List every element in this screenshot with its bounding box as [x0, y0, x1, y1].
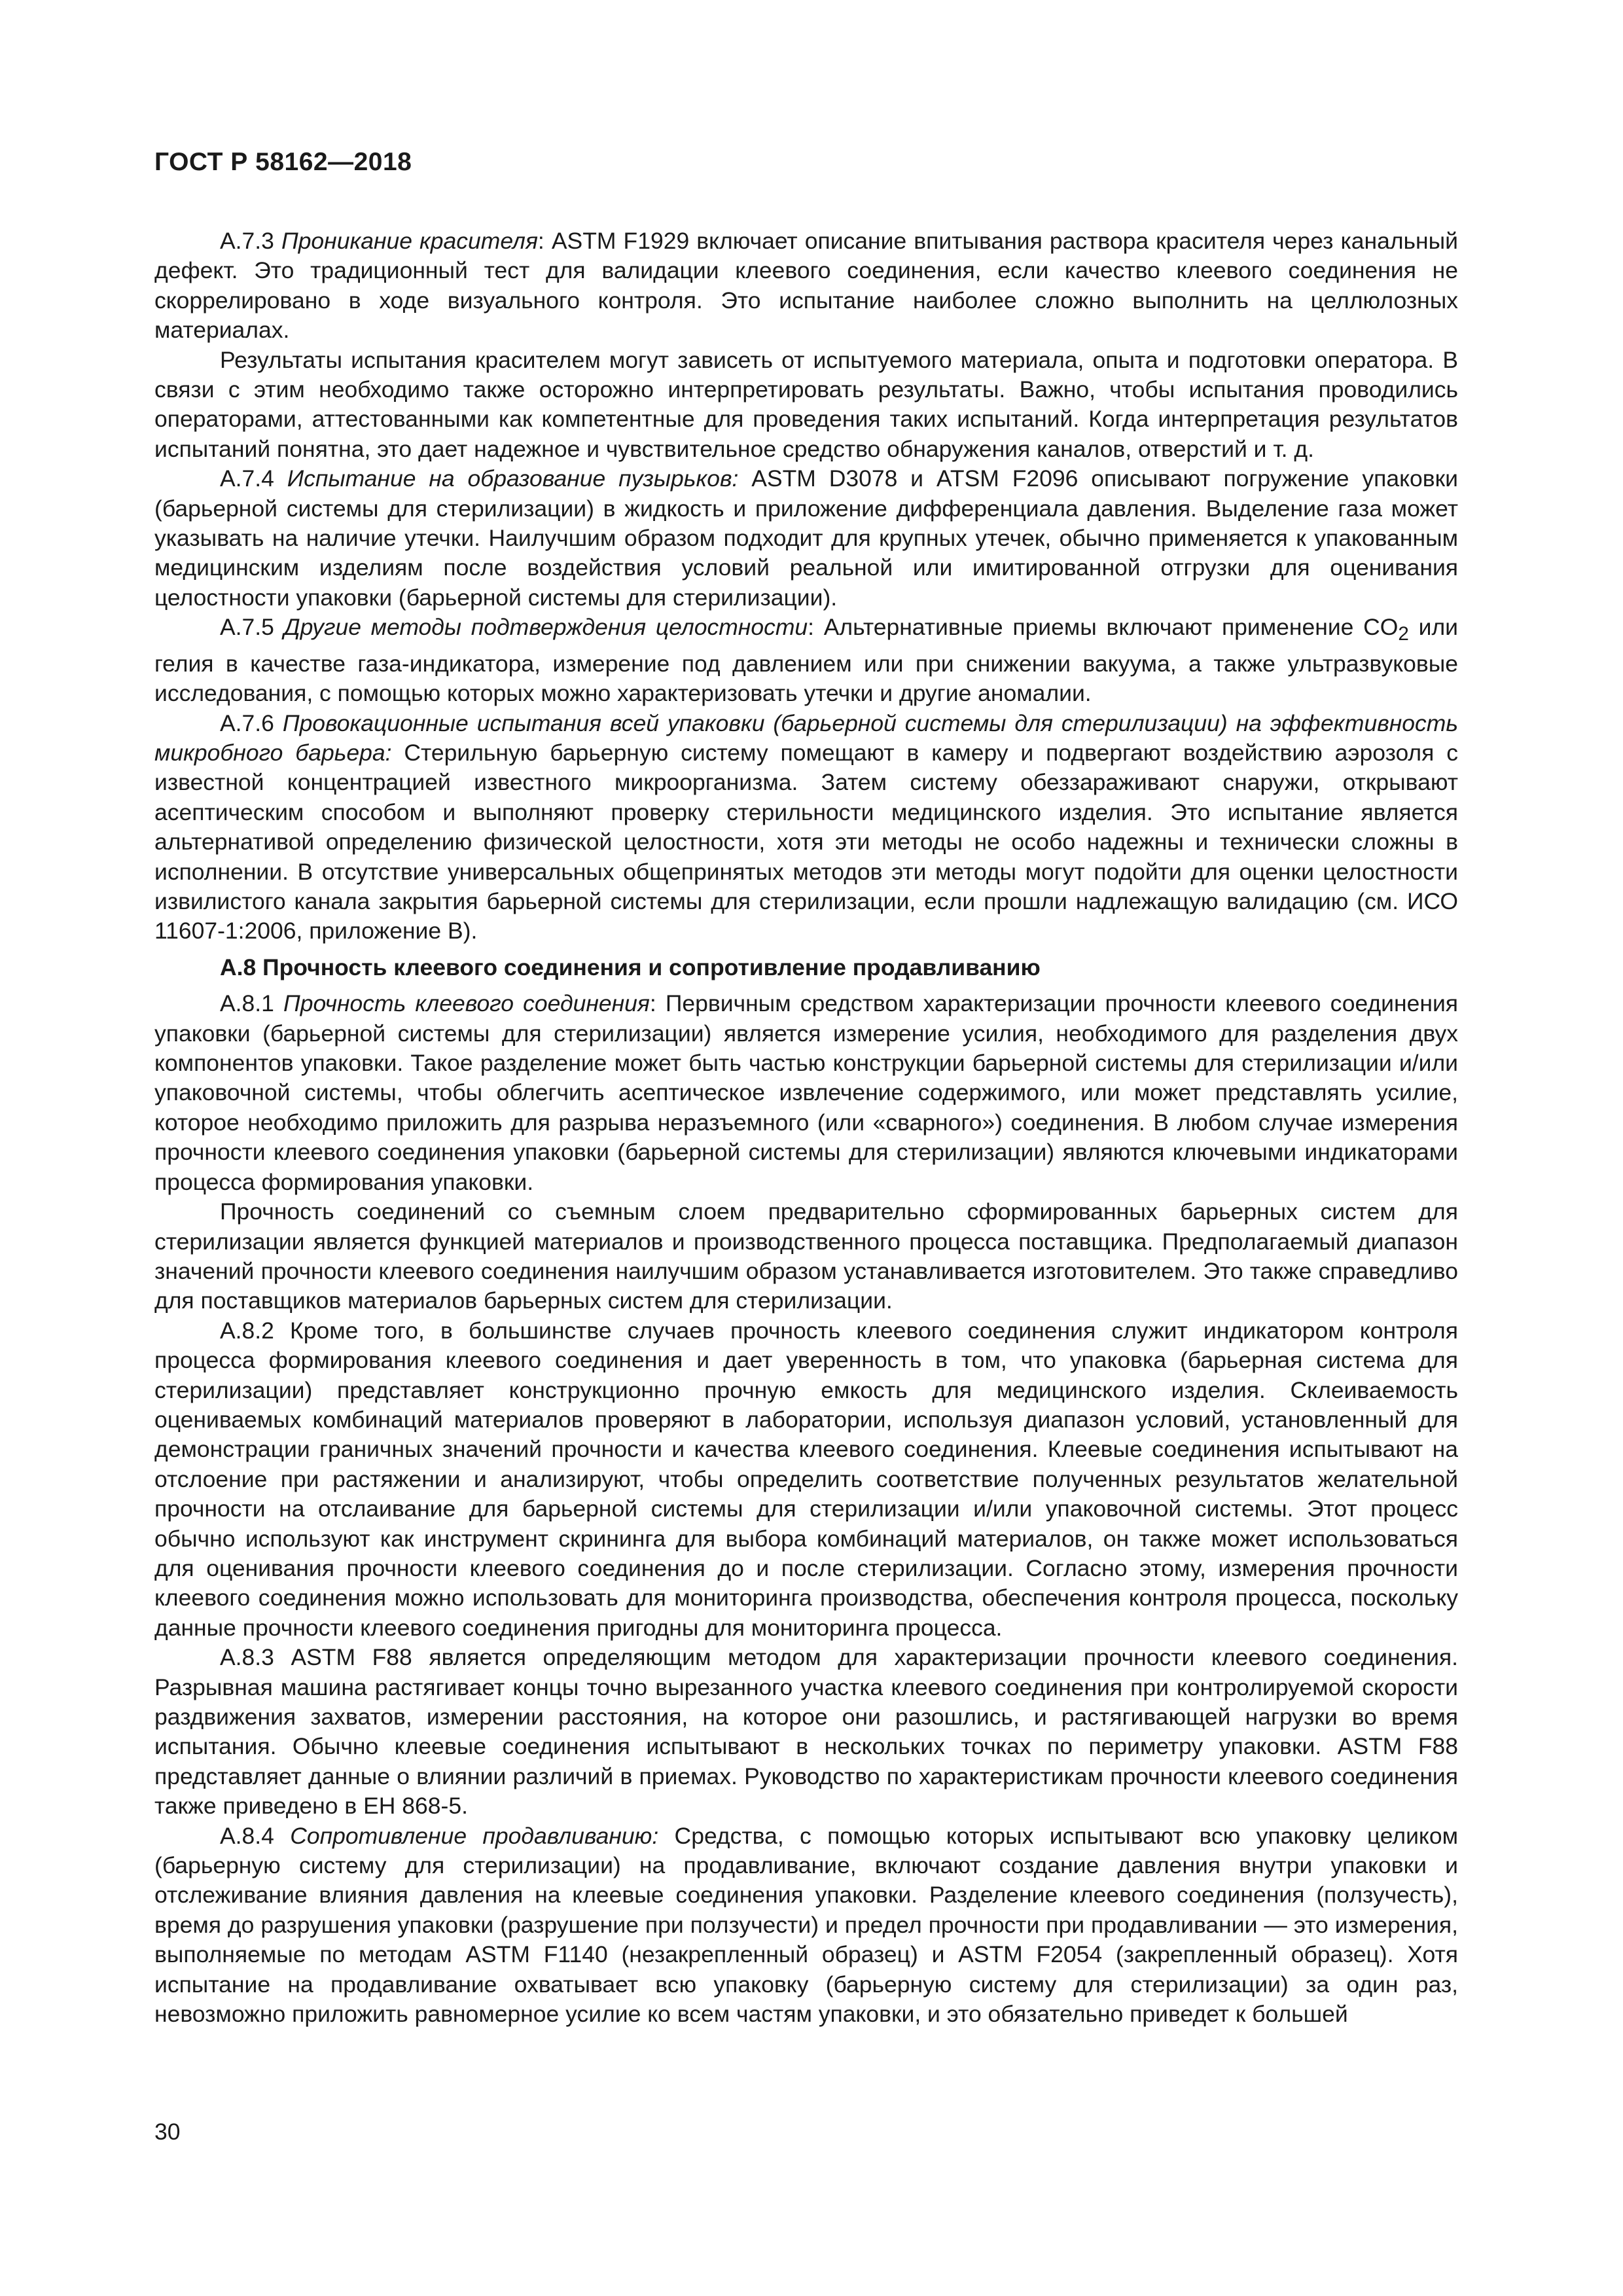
paragraph-a7-6 — [154, 709, 1458, 946]
clause-text: : Первичным средством характеризации прочности клеевого соединения упаковки (барьерной системы для стерилизации) является измерение усилия, необходимого для разделения двух компонентов упаковки. Такое разделение может быть частью конструкции барьерной системы для стерилизации и/или упаковочной системы, чтобы облегчить асептическое извлечение содержимого, или может представлять усилие, которое необходимо приложить для разрыва неразъемного (или «сварного») соединения. В любом случае измерения прочности клеевого соединения упаковки (барьерной системы для стерилизации) являются ключевыми индикаторами процесса формирования упаковки. — [154, 990, 1458, 1195]
clause-text: : Альтернативные приемы включают применение CO — [808, 614, 1399, 641]
clause-term: Прочность клеевого соединения — [283, 990, 650, 1017]
section-heading-a8: А.8 Прочность клеевого соединения и сопротивление продавливанию — [220, 954, 1041, 980]
document-header: ГОСТ Р 58162—2018 — [154, 148, 412, 176]
clause-term: Другие методы подтверждения целостности — [283, 614, 808, 641]
clause-term: Сопротивление продавливанию: — [290, 1822, 659, 1849]
clause-term: Проникание красителя — [281, 228, 538, 254]
clause-number: А.8.1 — [220, 990, 284, 1017]
paragraph-a7-3 — [154, 226, 1458, 346]
page-number: 30 — [154, 2119, 181, 2145]
clause-term: Испытание на образование пузырьков: — [287, 465, 739, 492]
clause-text: ASTM D3078 и ATSM F2096 описывают погружение упаковки (барьерной системы для стерилизации) в жидкость и приложение дифференциала давления. Выделение газа может указывать на наличие утечки. Наилучшим образом подходит для крупных утечек, обычно применяется к упакованным медицинским изделиям после воздействия условий реальной или имитированной отгрузки для оценивания целостности упаковки (барьерной системы для стерилизации). — [154, 465, 1458, 611]
paragraph-a8-4 — [154, 1821, 1458, 2030]
paragraph-a7-4 — [154, 464, 1458, 613]
clause-text: : ASTM F1929 включает описание впитывания раствора красителя через канальный дефект. Это традиционный тест для валидации клеевого соединения, если качество клеевого соединения не скоррелировано в ходе визуального контроля. Это испытание наиболее сложно выполнить на целлюлозных материалах. — [154, 228, 1459, 344]
clause-number: А.7.3 — [220, 228, 281, 254]
paragraph-a7-5 — [154, 613, 1458, 708]
clause-number: А.7.6 — [220, 709, 283, 736]
document-body — [154, 226, 1458, 2029]
subscript: 2 — [1398, 623, 1409, 645]
clause-term: Провокационные испытания всей упаковки (барьерной системы для стерилизации) на эффективность микробного барьера: — [154, 709, 1459, 766]
paragraph-a8-1 — [154, 989, 1458, 1197]
clause-text: Стерильную барьерную систему помещают в камеру и подвергают воздействию аэрозоля с известной концентрацией известного микроорганизма. Затем систему обеззараживают снаружи, открывают асептическим способом и выполняют проверку стерильности медицинского изделия. Это испытание является альтернативой определению физической целостности, хотя эти методы не особо надежны и технически сложны в исполнении. В отсутствие универсальных общепринятых методов эти методы могут подойти для оценки целостности извилистого канала закрытия барьерной системы для стерилизации, если прошли надлежащую валидацию (см. ИСО 11607-1:2006, приложение В). — [154, 740, 1458, 944]
clause-number: А.8.4 — [220, 1822, 291, 1849]
paragraph-a8-2: А.8.2 Кроме того, в большинстве случаев прочность клеевого соединения служит индикатором контроля процесса формирования клеевого соединения и дает уверенность в том, что упаковка (барьерная система для стерилизации) представляет конструкционно прочную емкость для медицинского изделия. Склеиваемость оцениваемых комбинаций материалов проверяют в лаборатории, используя диапазон условий, установленный для демонстрации граничных значений прочности и качества клеевого соединения. Клеевые соединения испытывают на отслоение при растяжении и анализируют, чтобы определить соответствие полученных результатов желательной прочности на отслаивание для барьерной системы для стерилизации и/или упаковочной системы. Этот процесс обычно используют как инструмент скрининга для выбора комбинаций материалов, он также может использоваться для оценивания прочности клеевого соединения до и после стерилизации. Согласно этому, измерения прочности клеевого соединения можно использовать для мониторинга производства, обеспечения контроля процесса, поскольку данные прочности клеевого соединения пригодны для мониторинга процесса. — [154, 1317, 1458, 1641]
clause-text: Средства, с помощью которых испытывают всю упаковку целиком (барьерную систему для стерилизации) на продавливание, включают создание давления внутри упаковки и отслеживание влияния давления на клеевые соединения упаковки. Разделение клеевого соединения (ползучесть), время до разрушения упаковки (разрушение при ползучести) и предел прочности при продавливании — это измерения, выполняемые по методам ASTM F1140 (незакрепленный образец) и ASTM F2054 (закрепленный образец). Хотя испытание на продавливание охватывает всю упаковку (барьерную систему для стерилизации) за один раз, невозможно приложить равномерное усилие ко всем частям упаковки, и это обязательно приведет к большей — [154, 1822, 1458, 2028]
paragraph-a8-3: А.8.3 ASTM F88 является определяющим методом для характеризации прочности клеевого соединения. Разрывная машина растягивает концы точно вырезанного участка клеевого соединения при контролируемой скорости раздвижения захватов, измерении расстояния, на которое они разошлись, и растягивающей нагрузки во время испытания. Обычно клеевые соединения испытывают в нескольких точках по периметру упаковки. ASTM F88 представляет данные о влиянии различий в приемах. Руководство по характеристикам прочности клеевого соединения также приведено в ЕН 868-5. — [154, 1644, 1458, 1820]
clause-number: А.7.5 — [220, 614, 284, 641]
paragraph-dye-results: Результаты испытания красителем могут зависеть от испытуемого материала, опыта и подготовки оператора. В связи с этим необходимо также осторожно интерпретировать результаты. Важно, чтобы испытания проводились операторами, аттестованными как компетентные для проведения таких испытаний. Когда интерпретация результатов испытаний понятна, это дает надежное и чувствительное средство обнаружения каналов, отверстий и т. д. — [154, 346, 1458, 462]
clause-number: А.7.4 — [220, 465, 287, 492]
clause-text-continued: или гелия в качестве газа-индикатора, измерение под давлением или при снижении вакуума, а также ультразвуковые исследования, с помощью которых можно характеризовать утечки и другие аномалии. — [154, 614, 1458, 707]
paragraph-peel-strength: Прочность соединений со съемным слоем предварительно сформированных барьерных систем для стерилизации является функцией материалов и производственного процесса поставщика. Предполагаемый диапазон значений прочности клеевого соединения наилучшим образом устанавливается изготовителем. Это также справедливо для поставщиков материалов барьерных систем для стерилизации. — [154, 1198, 1458, 1314]
